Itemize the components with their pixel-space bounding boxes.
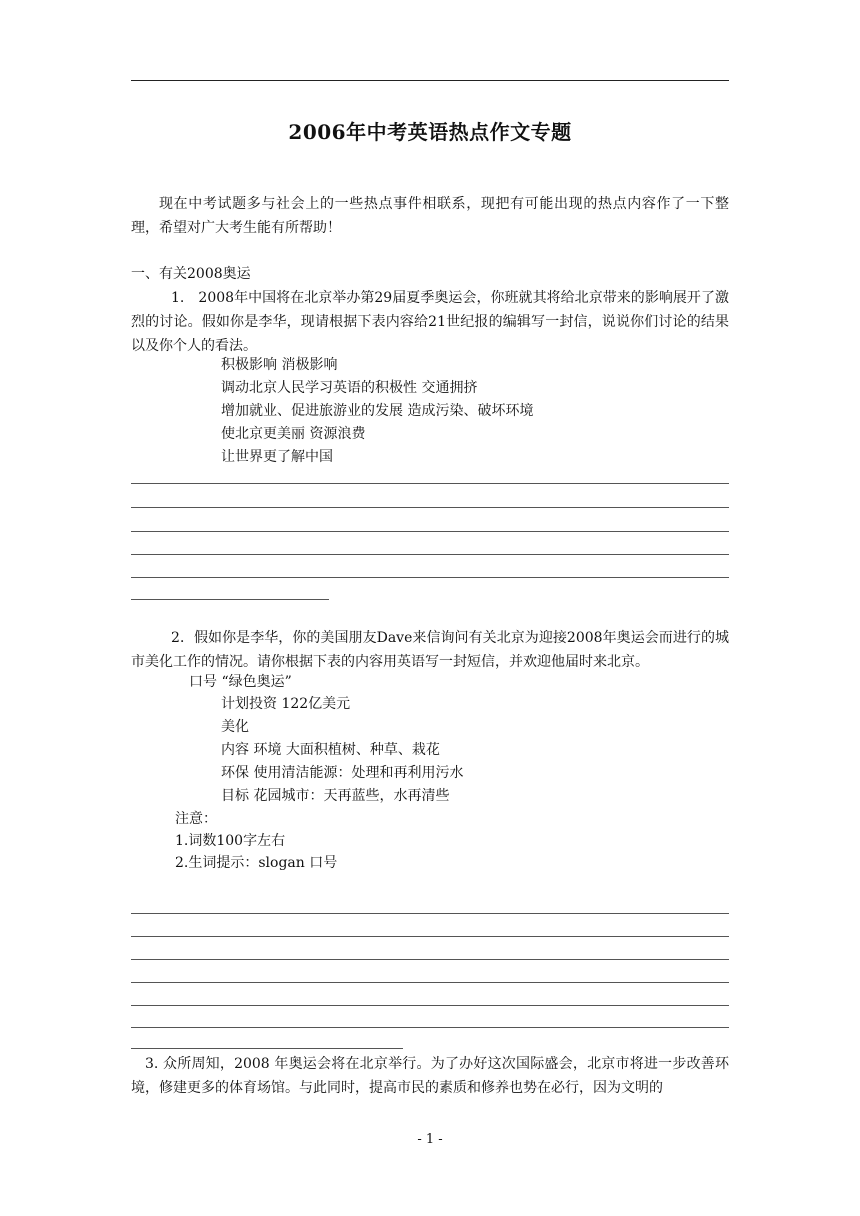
answer-line <box>131 1048 403 1049</box>
q2-note: 2.生词提示：slogan 口号 <box>175 855 338 871</box>
answer-line <box>131 936 729 937</box>
q1-table-row: 调动北京人民学习英语的积极性 交通拥挤 <box>221 380 478 396</box>
answer-line <box>131 982 729 983</box>
answer-line <box>131 531 729 532</box>
question-3-text: 3. 众所周知，2008 年奥运会将在北京举行。为了办好这次国际盛会，北京市将进一步改善环境，修建更多的体育场馆。与此同时，提高市民的素质和修养也势在必行，因为文明的 <box>131 1056 729 1096</box>
q1-table-row: 使北京更美丽 资源浪费 <box>221 426 366 442</box>
q2-table-row: 计划投资 122亿美元 <box>221 696 351 712</box>
answer-line <box>131 483 729 484</box>
answer-line <box>131 507 729 508</box>
header-rule <box>131 80 729 81</box>
answer-line <box>131 913 729 914</box>
answer-line <box>131 1005 729 1006</box>
answer-line <box>131 554 729 555</box>
q2-table-row: 美化 <box>221 719 249 735</box>
q1-table-row: 增加就业、促进旅游业的发展 造成污染、破坏环境 <box>221 403 534 419</box>
q2-slogan: 口号 “绿色奥运” <box>189 674 292 690</box>
q2-table-row: 目标 花园城市：天再蓝些，水再清些 <box>221 788 450 804</box>
intro-paragraph: 现在中考试题多与社会上的一些热点事件相联系，现把有可能出现的热点内容作了一下整理，希望对广大考生能有所帮助！ <box>131 196 729 236</box>
question-2-text: 2．假如你是李华，你的美国朋友Dave来信询问有关北京为迎接2008年奥运会而进行的城市美化工作的情况。请你根据下表的内容用英语写一封短信，并欢迎他届时来北京。 <box>131 630 729 670</box>
q1-table-row: 积极影响 消极影响 <box>221 357 338 373</box>
answer-line <box>131 577 729 578</box>
page-number: - 1 - <box>417 1132 443 1147</box>
answer-line <box>131 599 329 600</box>
q2-table-row: 内容 环境 大面积植树、种草、栽花 <box>221 742 440 758</box>
document-title: 2006年中考英语热点作文专题 <box>288 120 572 144</box>
q1-table-row: 让世界更了解中国 <box>221 449 333 465</box>
q2-notes-label: 注意： <box>175 811 217 827</box>
q2-table-row: 环保 使用清洁能源：处理和再利用污水 <box>221 765 464 781</box>
answer-line <box>131 959 729 960</box>
answer-line <box>131 1027 729 1028</box>
question-1-text: 1. 2008年中国将在北京举办第29届夏季奥运会，你班就其将给北京带来的影响展开了激烈的讨论。假如你是李华，现请根据下表内容给21世纪报的编辑写一封信，说说你们讨论的结果以及你个人的看法。 <box>131 290 729 354</box>
q2-note: 1.词数100字左右 <box>175 833 286 849</box>
section-heading: 一、有关2008奥运 <box>131 266 251 282</box>
